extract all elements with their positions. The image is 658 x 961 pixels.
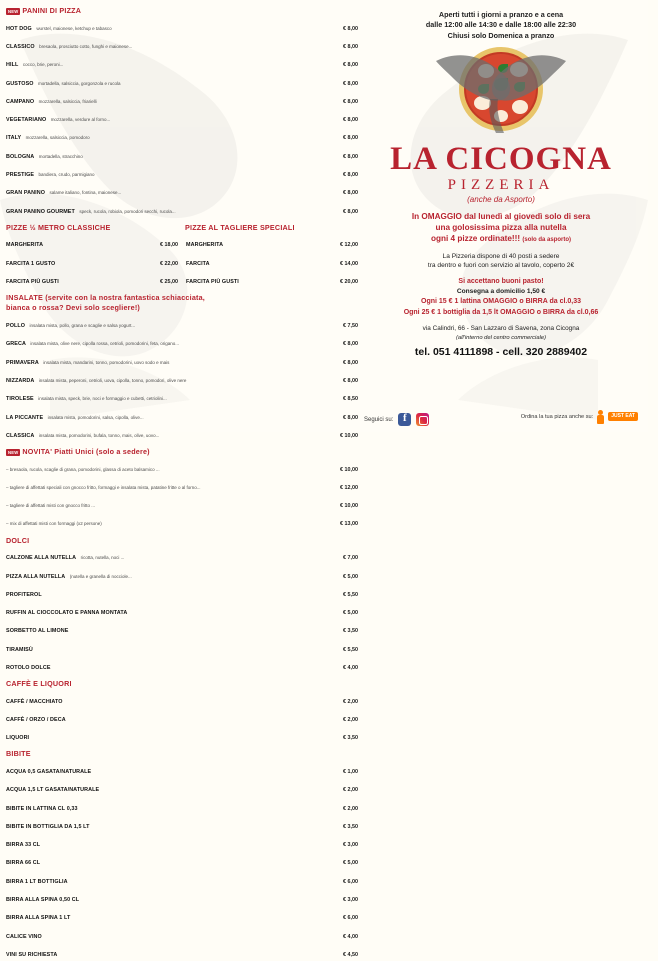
item-desc: cocco, brie, peroni... xyxy=(22,62,64,68)
section-title: INSALATE (servite con la nostra fantastica schiacciata, xyxy=(6,292,206,302)
item-price: € 8,00 xyxy=(343,153,358,160)
menu-item xyxy=(6,144,358,162)
info-line-1: La Pizzeria dispone di 40 posti a sedere xyxy=(442,252,560,260)
promo-line-3-note: (solo da asporto) xyxy=(522,237,572,244)
item-name: PROFITEROL xyxy=(6,591,42,598)
item-price: € 8,00 xyxy=(343,98,358,105)
menu-item xyxy=(6,332,358,350)
facebook-icon[interactable] xyxy=(398,413,411,426)
section-insalate xyxy=(6,293,358,442)
item-price: € 8,00 xyxy=(343,414,358,421)
menu-item xyxy=(6,690,358,708)
menu-item xyxy=(6,126,358,144)
item-name: PRESTIGE xyxy=(6,171,35,178)
seating-info xyxy=(360,252,642,271)
item-name: FARCITA 1 GUSTO xyxy=(6,260,56,267)
item-desc: insalata mista, mandarini, tonno, pomodorini, uovo sodo e mais xyxy=(43,359,170,365)
item-name: GRAN PANINO xyxy=(6,190,46,197)
section-caffe xyxy=(6,679,358,744)
item-price: € 8,50 xyxy=(343,396,358,403)
item-name: TIROLESE xyxy=(6,396,34,403)
item-name: BOLOGNA xyxy=(6,153,35,160)
vouchers-block xyxy=(360,277,642,318)
item-name: CAFFÈ / MACCHIATO xyxy=(6,698,63,705)
item-name: CALZONE ALLA NUTELLA xyxy=(6,555,77,562)
item-price: € 6,00 xyxy=(343,878,358,885)
item-name: GRAN PANINO GOURMET xyxy=(6,208,75,215)
menu-item xyxy=(6,512,358,530)
item-price: € 8,00 xyxy=(343,190,358,197)
menu-item xyxy=(6,199,358,217)
opening-hours xyxy=(360,10,642,41)
order-online-block xyxy=(521,410,638,424)
item-name: BIBITE IN LATTINA CL 0,33 xyxy=(6,805,78,812)
menu-item xyxy=(6,583,358,601)
section-dolci xyxy=(6,536,358,674)
item-price: € 20,00 xyxy=(340,278,358,285)
item-desc: bandiera, crudo, parmigiano xyxy=(38,171,95,177)
menu-item xyxy=(6,796,358,814)
item-name: BIRRA 66 CL xyxy=(6,860,41,867)
item-price: € 3,00 xyxy=(343,897,358,903)
hours-line-1: Aperti tutti i giorni a pranzo e a cena xyxy=(438,10,564,19)
item-name: RUFFIN AL CIOCCOLATO E PANNA MONTATA xyxy=(6,610,128,617)
menu-item xyxy=(186,251,358,269)
item-price: € 7,00 xyxy=(343,555,358,562)
menu-item xyxy=(6,251,178,269)
new-badge: NEW xyxy=(8,8,19,14)
item-price: € 8,00 xyxy=(343,341,358,348)
menu-item xyxy=(186,233,358,251)
item-price: € 25,00 xyxy=(160,278,178,285)
section-title: PIZZE ½ METRO CLASSICHE xyxy=(6,222,111,232)
pizze-metro-list xyxy=(6,233,178,288)
item-price: € 5,50 xyxy=(343,591,358,598)
menu-item xyxy=(6,601,358,619)
item-price: € 13,00 xyxy=(340,521,358,528)
item-desc: mortadella, salsiccia, gorgonzola e rucola xyxy=(38,80,121,86)
item-price: € 4,50 xyxy=(343,951,358,958)
item-price: € 8,00 xyxy=(343,171,358,178)
buoni-line-3: Ogni 25 € 1 bottiglia da 1,5 lt OMAGGIO o BIRRA da cl.0,66 xyxy=(403,308,599,316)
menu-item xyxy=(6,424,358,442)
item-price: € 3,50 xyxy=(343,823,358,830)
item-name: BIBITE IN BOTTIGLIA DA 1,5 LT xyxy=(6,823,90,830)
menu-item xyxy=(6,233,178,251)
item-name: ITALY xyxy=(6,135,22,142)
section-title: NEW NOVITA' Piatti Unici (solo a sedere) xyxy=(8,446,150,456)
item-price: € 8,00 xyxy=(343,62,358,69)
item-price: € 5,00 xyxy=(343,860,358,867)
section-novita xyxy=(6,447,358,531)
justeat-courier-icon xyxy=(596,410,605,424)
menu-item xyxy=(6,387,358,405)
item-name: ROTOLO DOLCE xyxy=(6,664,51,671)
item-price: € 3,50 xyxy=(343,735,358,742)
item-price: € 8,00 xyxy=(343,117,358,124)
hours-line-3: Chiusi solo Domenica a pranzo xyxy=(447,30,555,40)
section-title: CAFFÈ E LIQUORI xyxy=(6,679,72,688)
section-panini xyxy=(6,6,358,218)
menu-item xyxy=(6,163,358,181)
item-price: € 8,00 xyxy=(343,80,358,87)
item-name: FARCITA PIÙ GUSTI xyxy=(186,278,239,285)
item-price: € 8,00 xyxy=(343,135,358,142)
menu-item xyxy=(6,314,358,332)
menu-item xyxy=(6,833,358,851)
item-price: € 22,00 xyxy=(160,260,178,267)
item-name: HILL xyxy=(6,62,19,69)
item-price: € 8,00 xyxy=(343,43,358,50)
menu-item xyxy=(6,494,358,512)
item-price: € 2,00 xyxy=(343,716,358,723)
item-desc: wurstel, maionese, ketchup e tabasco xyxy=(36,25,112,31)
item-name: VINI SU RICHIESTA xyxy=(6,951,58,958)
item-price: € 14,00 xyxy=(340,260,358,267)
item-price: € 18,00 xyxy=(160,242,178,249)
item-desc: bresaola, prosciutto cotto, funghi e maionese... xyxy=(39,43,133,49)
section-title: DOLCI xyxy=(6,535,30,545)
item-price: € 10,00 xyxy=(340,503,358,510)
item-desc: insalata mista, pomodorini, salsa, cipolla, olive... xyxy=(47,414,144,420)
item-desc: – tagliere di affettati misti con gnocco fritto ... xyxy=(6,503,95,509)
menu-item xyxy=(6,457,358,475)
item-price: € 5,50 xyxy=(343,646,358,653)
promo-line-3: ogni 4 pizze ordinate!!! xyxy=(430,234,521,244)
item-name: BIRRA ALLA SPINA 0,50 CL xyxy=(6,897,80,903)
menu-item xyxy=(6,815,358,833)
item-name: GRECA xyxy=(6,341,26,348)
menu-item xyxy=(6,476,358,494)
item-name: FARCITA xyxy=(186,260,210,267)
item-name: TIRAMISÙ xyxy=(6,646,33,653)
menu-item xyxy=(6,870,358,888)
address xyxy=(360,325,642,342)
item-name: SORBETTO AL LIMONE xyxy=(6,628,69,635)
menu-item xyxy=(6,71,358,89)
menu-item xyxy=(6,619,358,637)
section-pizze-metro xyxy=(6,223,358,288)
info-line-2: tra dentro e fuori con servizio al tavolo, coperto 2€ xyxy=(427,262,575,270)
menu-item xyxy=(6,656,358,674)
menu-item xyxy=(6,924,358,942)
instagram-icon[interactable] xyxy=(416,413,429,426)
menu-item xyxy=(6,778,358,796)
menu-item xyxy=(6,53,358,71)
item-name: VEGETARIANO xyxy=(6,117,47,124)
section-title-line2: bianca o rossa? Devi solo scegliere!) xyxy=(6,303,141,313)
phone-numbers[interactable]: tel. 051 4111898 - cell. 320 2889402 xyxy=(414,346,588,359)
item-price: € 12,00 xyxy=(340,242,358,249)
item-desc: – bresaola, rucola, scaglie di grana, pomodorini, glassa di aceto balsamico ... xyxy=(6,466,160,472)
item-desc: speck, rucola, robiola, pomodori secchi, rucola... xyxy=(79,208,176,214)
menu-item xyxy=(6,90,358,108)
item-price: € 3,00 xyxy=(343,842,358,849)
menu-item xyxy=(6,888,358,906)
menu-item xyxy=(6,708,358,726)
new-badge: NEW xyxy=(8,449,19,455)
menu-item xyxy=(6,564,358,582)
section-title: BIBITE xyxy=(6,749,31,759)
item-name: BIRRA ALLA SPINA 1 LT xyxy=(6,915,71,922)
item-desc: mozzarella, salsiccia, friarielli xyxy=(38,98,97,104)
item-price: € 1,00 xyxy=(343,769,358,776)
section-title: NEW PANINI DI PIZZA xyxy=(8,6,82,15)
item-desc: – mix di affettati misti con formaggi (x2 persone) xyxy=(6,521,102,527)
item-desc: mozzarella, salsiccia, pomodoro xyxy=(25,135,90,141)
menu-item xyxy=(6,546,358,564)
section-bibite xyxy=(6,749,358,961)
section-title-2: PIZZE AL TAGLIERE SPECIALI xyxy=(185,222,295,232)
menu-item xyxy=(6,35,358,53)
menu-item xyxy=(6,181,358,199)
menu-left-column xyxy=(6,6,358,958)
item-desc: insalata mista, peperoni, cetrioli, uova, cipolla, tonno, pomodori, olive nere xyxy=(38,377,187,383)
item-desc: insalata mista, pollo, grana e scaglie e salsa yogurt... xyxy=(29,323,136,329)
item-price: € 2,00 xyxy=(343,805,358,812)
item-price: € 5,00 xyxy=(343,610,358,617)
item-name: CAFFÈ / ORZO / DECA xyxy=(6,716,66,723)
item-price: € 2,00 xyxy=(343,787,358,794)
item-price: € 3,50 xyxy=(343,628,358,635)
menu-item xyxy=(6,760,358,778)
item-name: LA PICCANTE xyxy=(6,414,44,421)
item-name: CAMPANO xyxy=(6,98,35,105)
stork-logo-icon xyxy=(426,41,576,141)
item-price: € 8,00 xyxy=(343,359,358,366)
social-block xyxy=(364,413,429,426)
item-desc: insalata mista, pomodorini, bufala, tonno, mais, olive, uovo... xyxy=(38,432,160,438)
menu-item xyxy=(6,637,358,655)
promo-block xyxy=(360,211,642,244)
brand-subtitle: PIZZERIA xyxy=(447,177,555,194)
item-desc: mortadella, stracchino xyxy=(38,153,83,159)
item-desc: insalata mista, speck, brie, noci e formaggio e cubetti, cetriolini... xyxy=(38,396,167,402)
item-name: ACQUA 0,5 GASATA/NATURALE xyxy=(6,769,92,776)
item-name: GUSTOSO xyxy=(6,80,34,87)
menu-item xyxy=(6,726,358,744)
item-name: HOT DOG xyxy=(6,25,32,32)
item-price: € 8,00 xyxy=(343,377,358,384)
promo-line-2: una golosissima pizza alla nutella xyxy=(435,223,567,233)
item-name: NIZZARDA xyxy=(6,377,35,384)
item-price: € 10,00 xyxy=(340,466,358,473)
item-name: CALICE VINO xyxy=(6,933,42,940)
item-desc: ricotta, nutella, noci ... xyxy=(80,555,125,561)
menu-item xyxy=(6,943,358,961)
menu-item xyxy=(186,270,358,288)
brand-note: (anche da Asporto) xyxy=(467,195,535,205)
menu-item xyxy=(6,108,358,126)
item-price: € 7,50 xyxy=(343,323,358,330)
menu-item xyxy=(6,369,358,387)
item-name: ACQUA 1,5 LT GASATA/NATURALE xyxy=(6,787,100,794)
menu-item xyxy=(6,906,358,924)
item-price: € 4,00 xyxy=(343,933,358,940)
menu-item xyxy=(6,851,358,869)
promo-line-1: In OMAGGIO dal lunedì al giovedì solo di sera xyxy=(411,212,591,222)
item-name: FARCITA PIÙ GUSTI xyxy=(6,278,59,285)
social-label: Seguici su: xyxy=(364,416,394,423)
item-desc: (nutella e granella di nocciole... xyxy=(69,573,132,579)
menu-item xyxy=(6,270,178,288)
item-name: CLASSICO xyxy=(6,43,35,50)
menu-item xyxy=(6,17,358,35)
logo xyxy=(360,45,642,141)
hours-line-2: dalle 12:00 alle 14:30 e dalle 18:00 alle 22:30 xyxy=(425,20,577,30)
item-price: € 2,00 xyxy=(343,698,358,705)
item-price: € 4,00 xyxy=(343,664,358,671)
buoni-title: Si accettano buoni pasto! xyxy=(458,277,544,285)
order-label: Ordina la tua pizza anche su: xyxy=(520,413,594,420)
item-name: PRIMAVERA xyxy=(6,359,39,366)
item-name: POLLO xyxy=(6,323,26,330)
item-price: € 10,00 xyxy=(340,432,358,439)
item-desc: insalata mista, olive nere, cipolla rossa, cetrioli, pomodorini, feta, origano... xyxy=(30,341,179,347)
menu-item xyxy=(6,351,358,369)
item-price: € 8,00 xyxy=(343,25,358,32)
brand-column xyxy=(360,6,642,428)
menu-item xyxy=(6,405,358,423)
footer xyxy=(360,407,642,426)
item-name: BIRRA 33 CL xyxy=(6,842,41,849)
pizze-tagliere-list xyxy=(186,233,358,288)
delivery-fee: Consegna a domicilio 1,50 € xyxy=(456,288,546,296)
buoni-line-2: Ogni 15 € 1 lattina OMAGGIO o BIRRA da cl.0,33 xyxy=(421,298,581,306)
item-price: € 6,00 xyxy=(343,915,358,922)
item-name: LIQUORI xyxy=(6,735,30,742)
item-name: PIZZA ALLA NUTELLA xyxy=(6,573,66,580)
item-name: MARGHERITA xyxy=(6,242,44,249)
address-line-1: via Calindri, 66 - San Lazzaro di Savena, zona Cicogna xyxy=(422,325,580,333)
justeat-logo[interactable]: JUST EAT xyxy=(608,412,638,421)
item-name: BIRRA 1 LT BOTTIGLIA xyxy=(6,878,68,885)
brand-name: LA CICOGNA xyxy=(390,141,612,178)
item-name: CLASSICA xyxy=(6,432,35,439)
item-price: € 5,00 xyxy=(343,573,358,580)
item-price: € 8,00 xyxy=(343,208,358,215)
item-price: € 12,00 xyxy=(340,484,358,491)
address-line-2: (all'interno del centro commerciale) xyxy=(455,334,547,341)
item-desc: mozzarella, verdure al forno... xyxy=(50,117,111,123)
item-desc: salame italiano, fontina, maionese... xyxy=(49,190,122,196)
item-name: MARGHERITA xyxy=(186,242,224,249)
item-desc: – tagliere di affettati speciali con gnocco fritto, formaggi e insalata mista, patatine fritte o al forno... xyxy=(6,484,201,490)
